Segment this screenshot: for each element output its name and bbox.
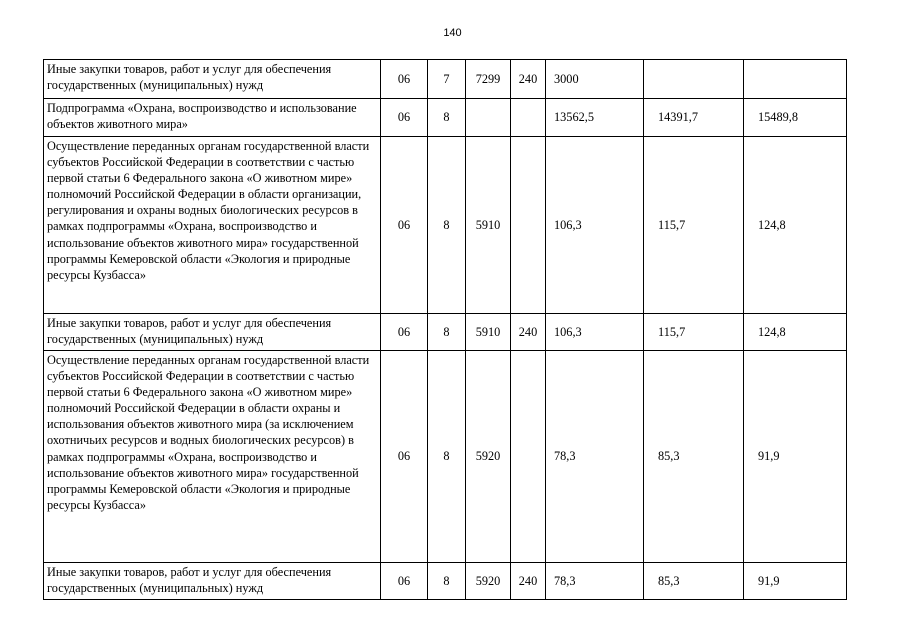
- expense-type-code: [511, 137, 546, 314]
- section-code: 06: [381, 99, 428, 137]
- section-code: 06: [381, 137, 428, 314]
- subsection-code: 8: [428, 137, 466, 314]
- table-row: [44, 314, 847, 351]
- subsection-code: 8: [428, 351, 466, 563]
- amount-year-3: 124,8: [744, 137, 847, 314]
- target-article-code: 5920: [466, 351, 511, 563]
- amount-year-1: 13562,5: [546, 99, 644, 137]
- expense-type-code: 240: [511, 60, 546, 99]
- subsection-code: 8: [428, 563, 466, 600]
- amount-year-1: 78,3: [546, 563, 644, 600]
- amount-year-2: 14391,7: [644, 99, 744, 137]
- row-description: Иные закупки товаров, работ и услуг для обеспечения государственных (муниципальных) нужд: [44, 314, 381, 351]
- amount-year-1: 3000: [546, 60, 644, 99]
- amount-year-2: [644, 60, 744, 99]
- table-row: [44, 563, 847, 600]
- target-article-code: [466, 99, 511, 137]
- amount-year-3: 124,8: [744, 314, 847, 351]
- section-code: 06: [381, 563, 428, 600]
- section-code: 06: [381, 351, 428, 563]
- page-number: 140: [443, 27, 462, 39]
- table-row: [44, 60, 847, 99]
- amount-year-3: 15489,8: [744, 99, 847, 137]
- amount-year-1: 78,3: [546, 351, 644, 563]
- section-code: 06: [381, 60, 428, 99]
- budget-table: [43, 59, 847, 600]
- amount-year-2: 85,3: [644, 563, 744, 600]
- table-row: [44, 99, 847, 137]
- amount-year-3: 91,9: [744, 351, 847, 563]
- row-description: Осуществление переданных органам государственной власти субъектов Российской Федерации в соответствии с частью первой статьи 6 Федерального закона «О животном мире» полномочий Российской Федерации в области организации, регулирования и охраны водных биологических ресурсов в рамках подпрограммы «Охрана, воспроизводство и использование объектов животного мира» государственной программы Кемеровской области «Экология и природные ресурсы Кузбасса»: [44, 137, 381, 314]
- table-row: [44, 137, 847, 314]
- subsection-code: 7: [428, 60, 466, 99]
- subsection-code: 8: [428, 314, 466, 351]
- expense-type-code: [511, 351, 546, 563]
- amount-year-3: [744, 60, 847, 99]
- section-code: 06: [381, 314, 428, 351]
- target-article-code: 5910: [466, 314, 511, 351]
- target-article-code: 5910: [466, 137, 511, 314]
- expense-type-code: [511, 99, 546, 137]
- amount-year-2: 115,7: [644, 137, 744, 314]
- amount-year-3: 91,9: [744, 563, 847, 600]
- row-description: Иные закупки товаров, работ и услуг для обеспечения государственных (муниципальных) нужд: [44, 60, 381, 99]
- expense-type-code: 240: [511, 314, 546, 351]
- target-article-code: 5920: [466, 563, 511, 600]
- row-description: Иные закупки товаров, работ и услуг для обеспечения государственных (муниципальных) нужд: [44, 563, 381, 600]
- amount-year-1: 106,3: [546, 137, 644, 314]
- row-description: Подпрограмма «Охрана, воспроизводство и использование объектов животного мира»: [44, 99, 381, 137]
- amount-year-2: 85,3: [644, 351, 744, 563]
- expense-type-code: 240: [511, 563, 546, 600]
- subsection-code: 8: [428, 99, 466, 137]
- amount-year-2: 115,7: [644, 314, 744, 351]
- target-article-code: 7299: [466, 60, 511, 99]
- table-row: [44, 351, 847, 563]
- row-description: Осуществление переданных органам государственной власти субъектов Российской Федерации в соответствии с частью первой статьи 6 Федерального закона «О животном мире» полномочий Российской Федерации в области охраны и использования объектов животного мира (за исключением охотничьих ресурсов и водных биологических ресурсов) в рамках подпрограммы «Охрана, воспроизводство и использование объектов животного мира» государственной программы Кемеровской области «Экология и природные ресурсы Кузбасса»: [44, 351, 381, 563]
- amount-year-1: 106,3: [546, 314, 644, 351]
